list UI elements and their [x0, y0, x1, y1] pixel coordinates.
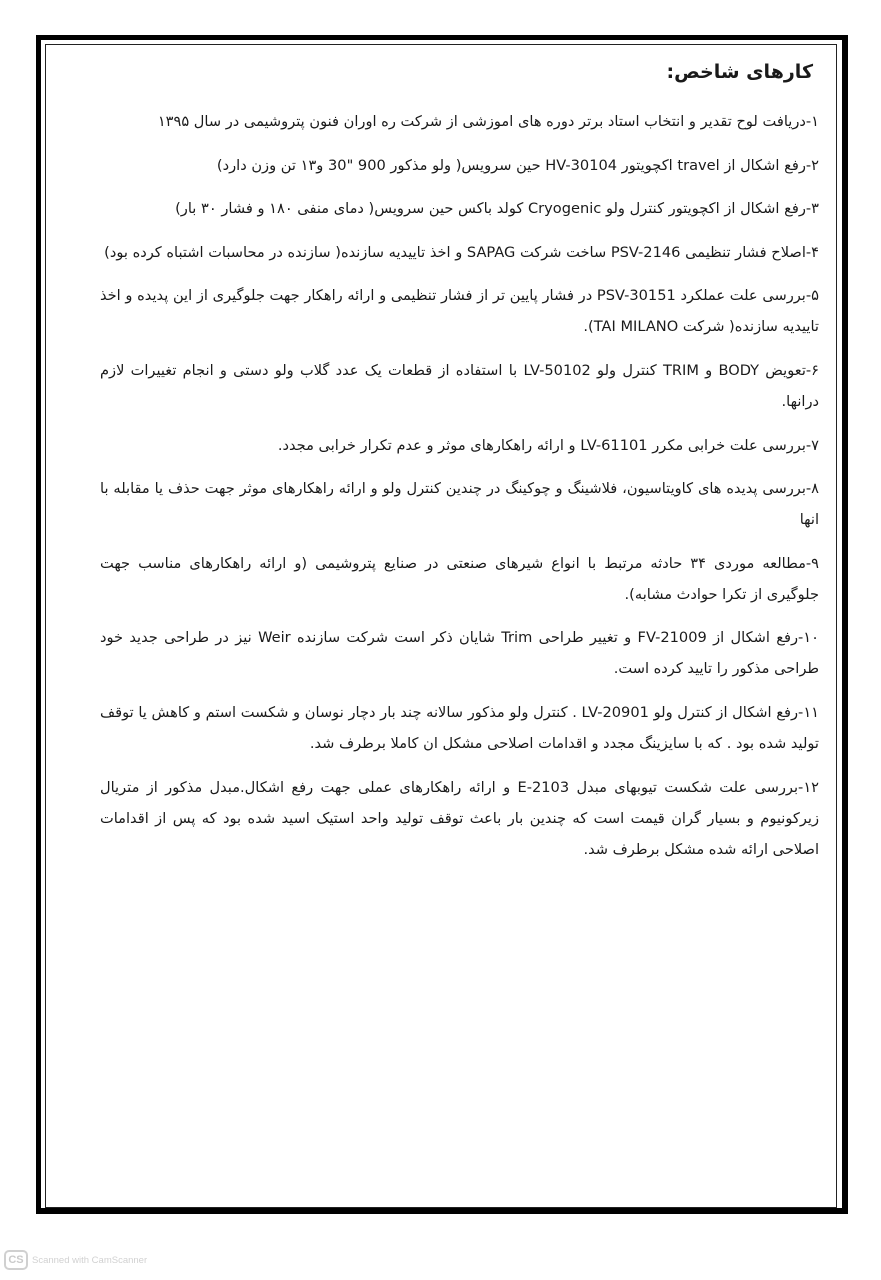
list-item: ۱-دریافت لوح تقدیر و انتخاب استاد برتر دوره های اموزشی از شرکت ره اوران فنون پتروشیمی در سال ۱۳۹۵ [157, 113, 819, 130]
scanner-watermark [4, 1250, 147, 1270]
camscanner-logo-icon: CS [4, 1250, 28, 1270]
list-item: ۱۲-بررسی علت شکست تیوبهای مبدل E-2103 و ارائه راهکارهای عملی جهت رفع اشکال.مبدل مذکور از متریال زیرکونیوم و بسیار گران قیمت است که چندین بار باعث توقف تولید واحد استیک اسید شده بود که پس از اقدامات اصلاحی ارائه شده مشکل برطرف شد. [100, 778, 820, 858]
list-item: ۶-تعویض BODY و TRIM کنترل ولو LV-50102 با استفاده از قطعات یک عدد گلاب ولو دستی و انجام تغییرات لازم درانها. [100, 361, 819, 410]
list-item: ۱۰-رفع اشکال از FV-21009 و تغییر طراحی Trim شایان ذکر است شرکت سازنده Weir نیز در طراحی جدید خود طراحی مذکور را تایید کرده است. [100, 629, 819, 678]
list-item: ۱۱-رفع اشکال از کنترل ولو LV-20901 . کنترل ولو مذکور سالانه چند بار دچار نوسان و شکست استم و کاهش یا توقف تولید شده بود . که با سایزینگ مجدد و اقدامات اصلاحی مشکل ان کاملا برطرف شد. [100, 703, 819, 752]
achievements-list [100, 106, 819, 865]
list-item: ۸-بررسی پدیده های کاویتاسیون، فلاشینگ و چوکینگ در چندین کنترل ولو و ارائه راهکارهای موثر جهت حذف یا مقابله با انها [100, 480, 819, 529]
list-item: ۵-بررسی علت عملکرد PSV-30151 در فشار پایین تر از فشار تنظیمی و ارائه راهکار جهت جلوگیری از این پدیده و اخذ تاییدیه سازنده( شرکت TAI MILANO). [100, 287, 819, 336]
list-item: ۳-رفع اشکال از اکچویتور کنترل ولو Cryogenic کولد باکس حین سرویس( دمای منفی ۱۸۰ و فشار ۳۰ بار) [175, 200, 819, 218]
list-item: ۲-رفع اشکال از travel اکچویتور HV-30104 حین سرویس( ولو مذکور 900 "30 و۱۳ تن وزن دارد) [216, 156, 819, 174]
list-item: ۹-مطالعه موردی ۳۴ حادثه مرتبط با انواع شیرهای صنعتی در صنایع پتروشیمی (و ارائه راهکارهای مناسب جهت جلوگیری از تکرا حوادث مشابه). [100, 554, 820, 603]
list-item: ۴-اصلاح فشار تنظیمی PSV-2146 ساخت شرکت SAPAG و اخذ تاییدیه سازنده( سازنده در محاسبات اشتباه کرده بود) [104, 243, 819, 261]
watermark-text: Scanned with CamScanner [32, 1254, 148, 1266]
list-item: ۷-بررسی علت خرابی مکرر LV-61101 و ارائه راهکارهای موثر و عدم تکرار خرابی مجدد. [277, 436, 819, 454]
document-body [100, 58, 819, 877]
section-title: کارهای شاخص: [666, 61, 813, 83]
